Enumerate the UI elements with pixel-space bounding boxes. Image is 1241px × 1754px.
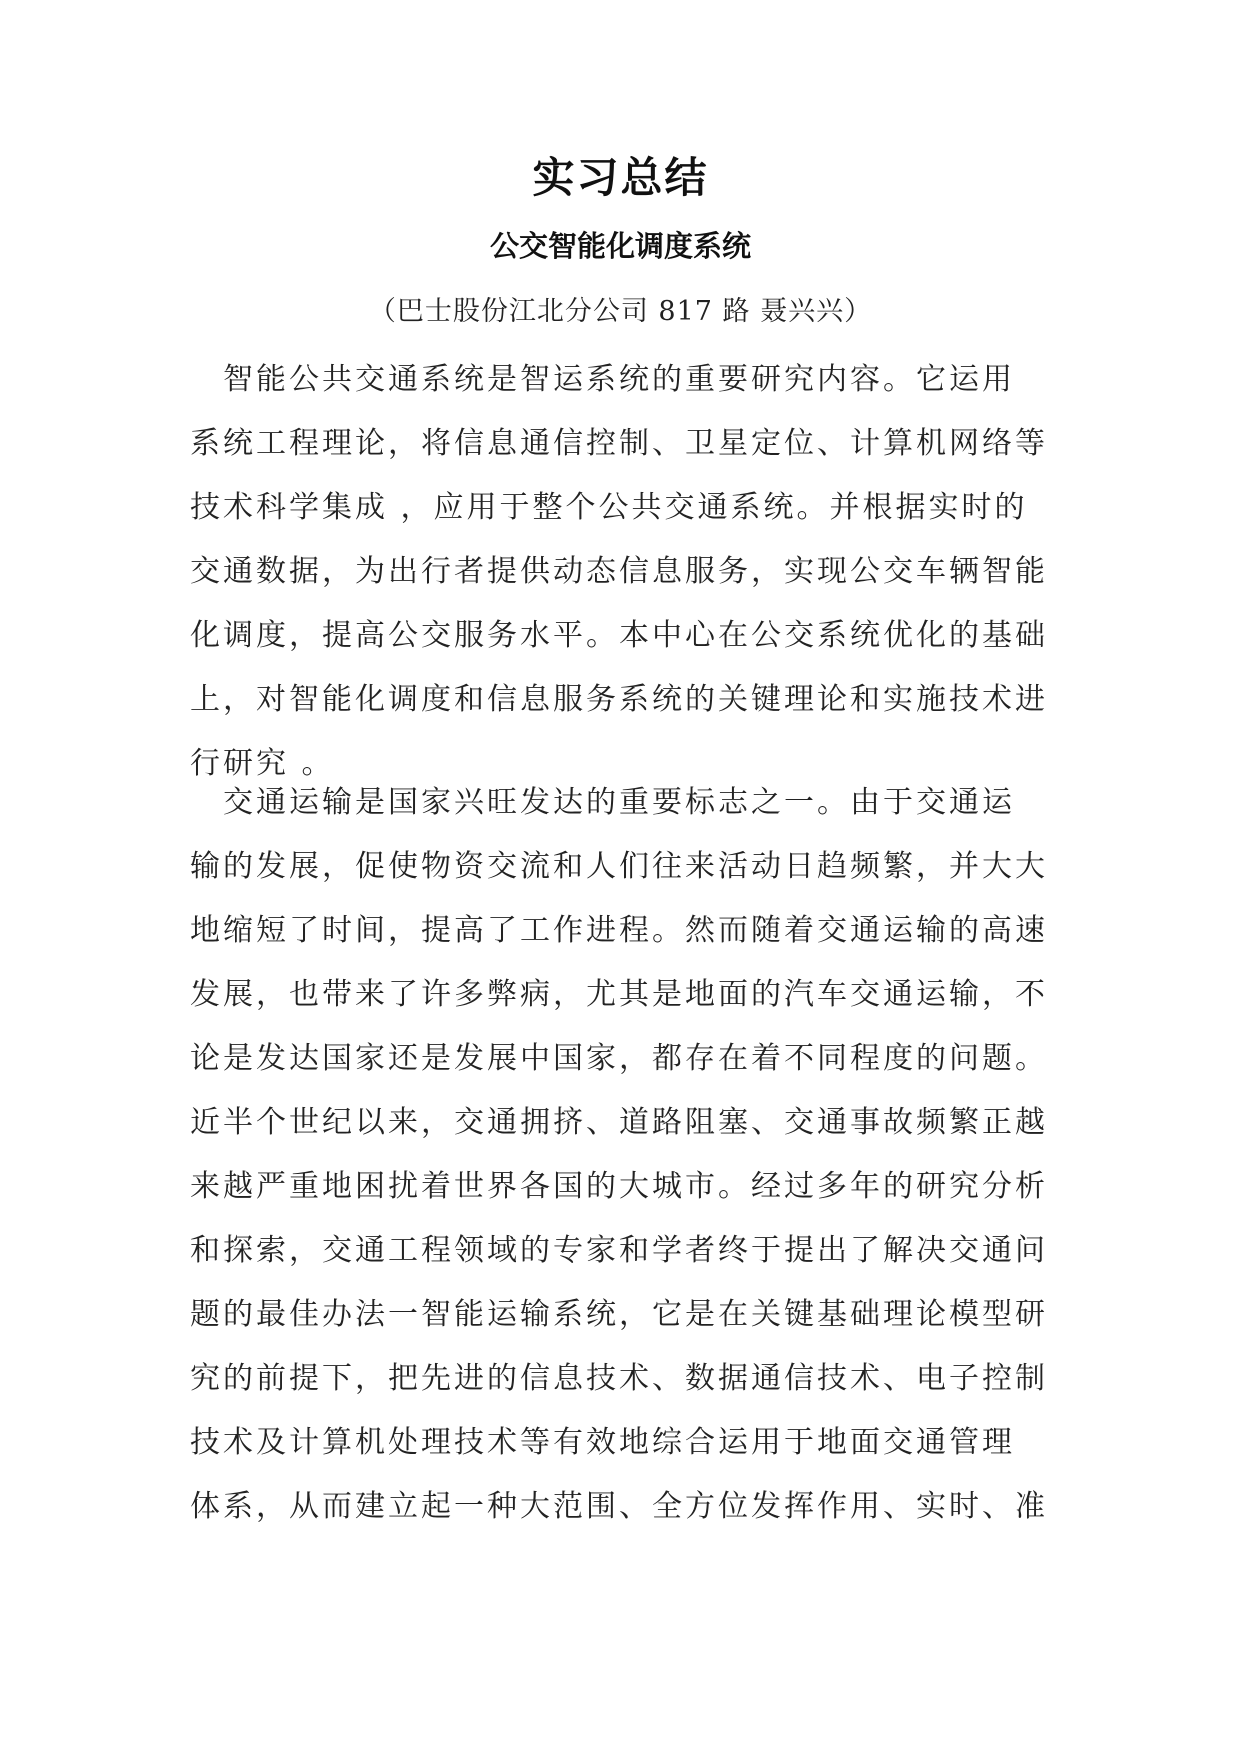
paragraph-line: 来越严重地困扰着世界各国的大城市。经过多年的研究分析	[190, 1169, 1048, 1204]
paragraph-line: 智能公共交通系统是智运系统的重要研究内容。它运用	[190, 362, 1015, 397]
paragraph-line: 近半个世纪以来，交通拥挤、道路阻塞、交通事故频繁正越	[190, 1105, 1048, 1140]
author-line: （巴士股份江北分公司 817 路 聂兴兴）	[368, 296, 873, 327]
paragraph-2	[190, 771, 1060, 1539]
paragraph-line: 输的发展，促使物资交流和人们往来活动日趋频繁，并大大	[190, 849, 1048, 884]
paragraph-line: 化调度，提高公交服务水平。本中心在公交系统优化的基础	[190, 618, 1048, 653]
paragraph-line: 上，对智能化调度和信息服务系统的关键理论和实施技术进	[190, 682, 1048, 717]
paragraph-line: 发展，也带来了许多弊病，尤其是地面的汽车交通运输，不	[190, 977, 1048, 1012]
paragraph-line: 技术及计算机处理技术等有效地综合运用于地面交通管理	[190, 1425, 1015, 1460]
paragraph-line: 交通数据，为出行者提供动态信息服务，实现公交车辆智能	[190, 554, 1048, 589]
paragraph-1	[190, 348, 1060, 796]
paragraph-line: 和探索，交通工程领域的专家和学者终于提出了解决交通问	[190, 1233, 1048, 1268]
paragraph-line: 体系，从而建立起一种大范围、全方位发挥作用、实时、准	[190, 1489, 1048, 1524]
paragraph-line: 技术科学集成 ，应用于整个公共交通系统。并根据实时的	[190, 490, 1028, 525]
paragraph-line: 系统工程理论，将信息通信控制、卫星定位、计算机网络等	[190, 426, 1048, 461]
paragraph-line: 究的前提下，把先进的信息技术、数据通信技术、电子控制	[190, 1361, 1048, 1396]
paragraph-line: 论是发达国家还是发展中国家，都存在着不同程度的问题。	[190, 1041, 1048, 1076]
document-subtitle: 公交智能化调度系统	[489, 229, 751, 263]
paragraph-line: 交通运输是国家兴旺发达的重要标志之一。由于交通运	[190, 785, 1015, 820]
paragraph-line: 行研究 。	[190, 746, 335, 781]
paragraph-line: 地缩短了时间，提高了工作进程。然而随着交通运输的高速	[190, 913, 1048, 948]
document-title: 实习总结	[532, 153, 709, 202]
paragraph-line: 题的最佳办法一智能运输系统，它是在关键基础理论模型研	[190, 1297, 1048, 1332]
